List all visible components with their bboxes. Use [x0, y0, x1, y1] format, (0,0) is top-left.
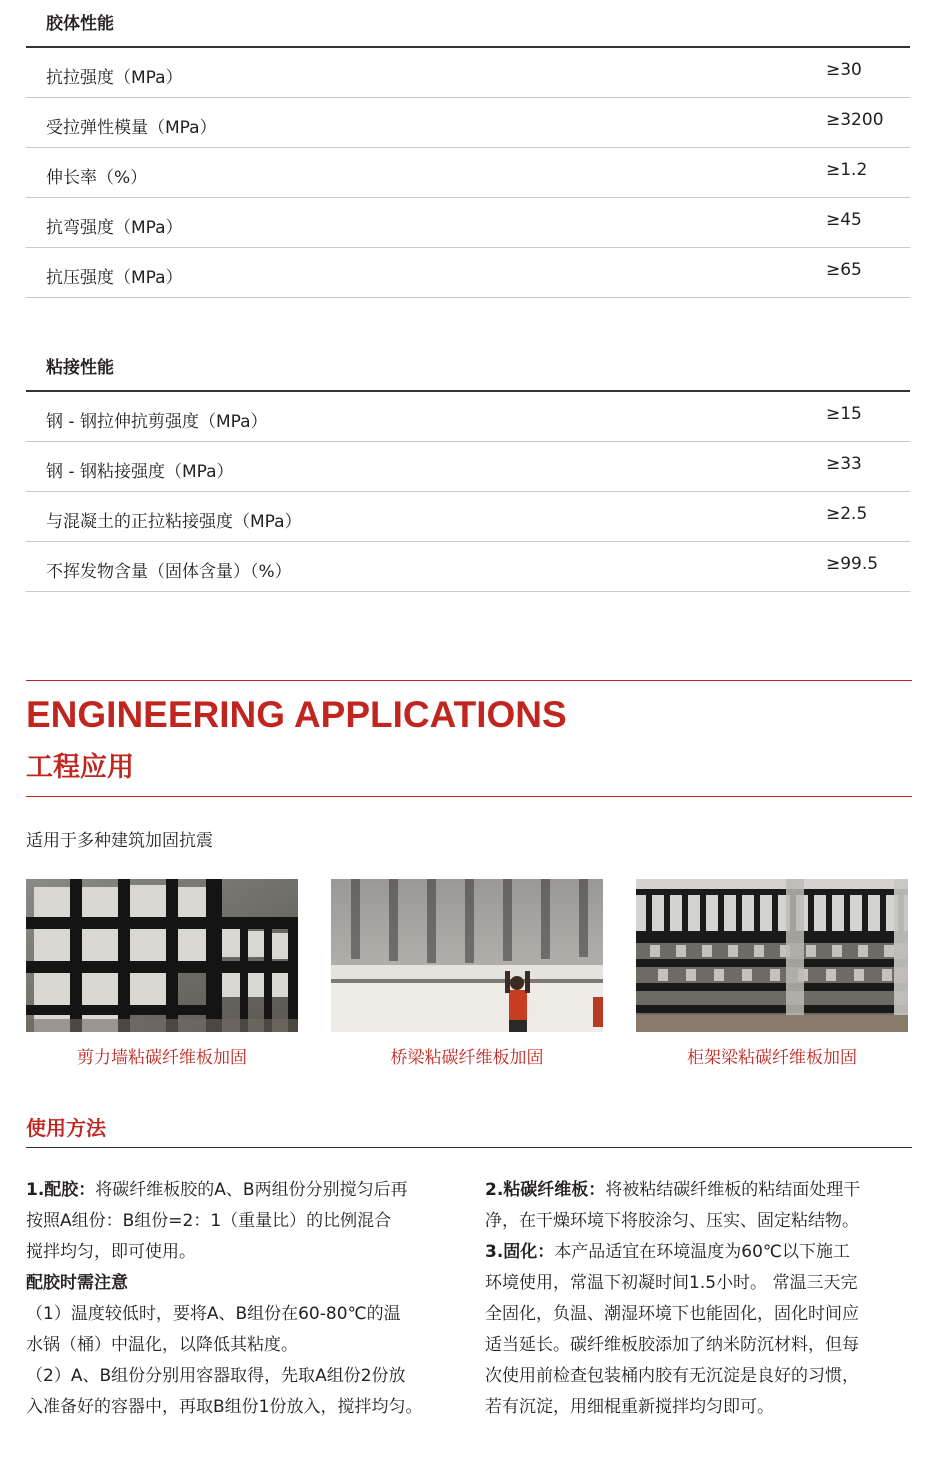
table-row — [26, 148, 910, 198]
step1-text: 按照A组份：B组份=2：1（重量比）的比例混合 — [26, 1211, 392, 1231]
step3-text: 适当延长。碳纤维板胶添加了纳米防沉材料，但每 — [485, 1335, 859, 1355]
table-row — [26, 48, 910, 98]
step3-text: 环境使用，常温下初凝时间1.5小时。 常温三天完 — [485, 1273, 858, 1293]
usage-title: 使用方法 — [26, 1116, 106, 1140]
step2-heading: 2.粘碳纤维板： — [485, 1180, 606, 1200]
bridge-caption: 桥梁粘碳纤维板加固 — [390, 1048, 544, 1068]
note-text: 入准备好的容器中，再取B组份1份放入，搅拌均匀。 — [26, 1397, 423, 1417]
property-value: ≥99.5 — [826, 554, 879, 574]
property-label: 抗弯强度（MPa） — [46, 218, 183, 238]
adhesive-properties-table — [26, 2, 910, 298]
table-row — [26, 248, 910, 298]
step1-heading: 1.配胶： — [26, 1180, 96, 1200]
property-value: ≥3200 — [826, 110, 884, 130]
table-row — [26, 542, 910, 592]
table-row — [26, 392, 910, 442]
step2-text: 将被粘结碳纤维板的粘结面处理干 — [605, 1180, 861, 1200]
bonding-properties-title: 粘接性能 — [26, 346, 910, 392]
step3-text: 次使用前检查包装桶内胶有无沉淀是良好的习惯， — [485, 1366, 859, 1386]
property-label: 抗压强度（MPa） — [46, 268, 183, 288]
table-row — [26, 98, 910, 148]
frame-beam-caption: 柜架梁粘碳纤维板加固 — [687, 1048, 857, 1068]
property-label: 与混凝土的正拉粘接强度（MPa） — [46, 512, 302, 532]
property-value: ≥33 — [826, 454, 862, 474]
table-row — [26, 442, 910, 492]
step1-text: 将碳纤维板胶的A、B两组份分别搅匀后再 — [95, 1180, 408, 1200]
usage-left-column — [26, 1175, 466, 1423]
property-label: 不挥发物含量（固体含量）（%） — [46, 562, 292, 582]
applications-intro: 适用于多种建筑加固抗震 — [26, 831, 213, 851]
step3-heading: 3.固化： — [485, 1242, 555, 1262]
table-row — [26, 492, 910, 542]
step1-text: 搅拌均匀，即可使用。 — [26, 1242, 196, 1262]
step3-text: 全固化，负温、潮湿环境下也能固化，固化时间应 — [485, 1304, 859, 1324]
section-divider — [26, 1147, 912, 1148]
applications-title-cn: 工程应用 — [26, 752, 134, 783]
section-divider — [26, 680, 912, 681]
note-text: （1）温度较低时，要将A、B组份在60-80℃的温 — [26, 1304, 401, 1324]
step2-text: 净，在干燥环境下将胶涂匀、压实、固定粘结物。 — [485, 1211, 859, 1231]
note-heading: 配胶时需注意 — [26, 1273, 128, 1293]
step3-text: 若有沉淀，用细棍重新搅拌均匀即可。 — [485, 1397, 774, 1417]
property-label: 受拉弹性模量（MPa） — [46, 118, 217, 138]
property-value: ≥2.5 — [826, 504, 868, 524]
section-divider — [26, 796, 912, 797]
table-row — [26, 198, 910, 248]
bonding-properties-table — [26, 346, 910, 592]
property-label: 伸长率（%） — [46, 168, 148, 188]
property-label: 钢 - 钢拉伸抗剪强度（MPa） — [46, 412, 268, 432]
property-value: ≥45 — [826, 210, 862, 230]
frame-beam-photo — [636, 879, 908, 1032]
adhesive-properties-title: 胶体性能 — [26, 2, 910, 48]
property-label: 抗拉强度（MPa） — [46, 68, 183, 88]
property-value: ≥65 — [826, 260, 862, 280]
step3-text: 本产品适宜在环境温度为60℃以下施工 — [554, 1242, 851, 1262]
shear-wall-caption: 剪力墙粘碳纤维板加固 — [77, 1048, 247, 1068]
note-text: 水锅（桶）中温化，以降低其粘度。 — [26, 1335, 298, 1355]
usage-right-column — [485, 1175, 910, 1423]
property-value: ≥30 — [826, 60, 862, 80]
bridge-photo — [331, 879, 603, 1032]
applications-title-en: ENGINEERING APPLICATIONS — [26, 694, 567, 735]
property-value: ≥15 — [826, 404, 862, 424]
property-value: ≥1.2 — [826, 160, 868, 180]
note-text: （2）A、B组份分别用容器取得，先取A组份2份放 — [26, 1366, 406, 1386]
property-label: 钢 - 钢粘接强度（MPa） — [46, 462, 234, 482]
shear-wall-photo — [26, 879, 298, 1032]
